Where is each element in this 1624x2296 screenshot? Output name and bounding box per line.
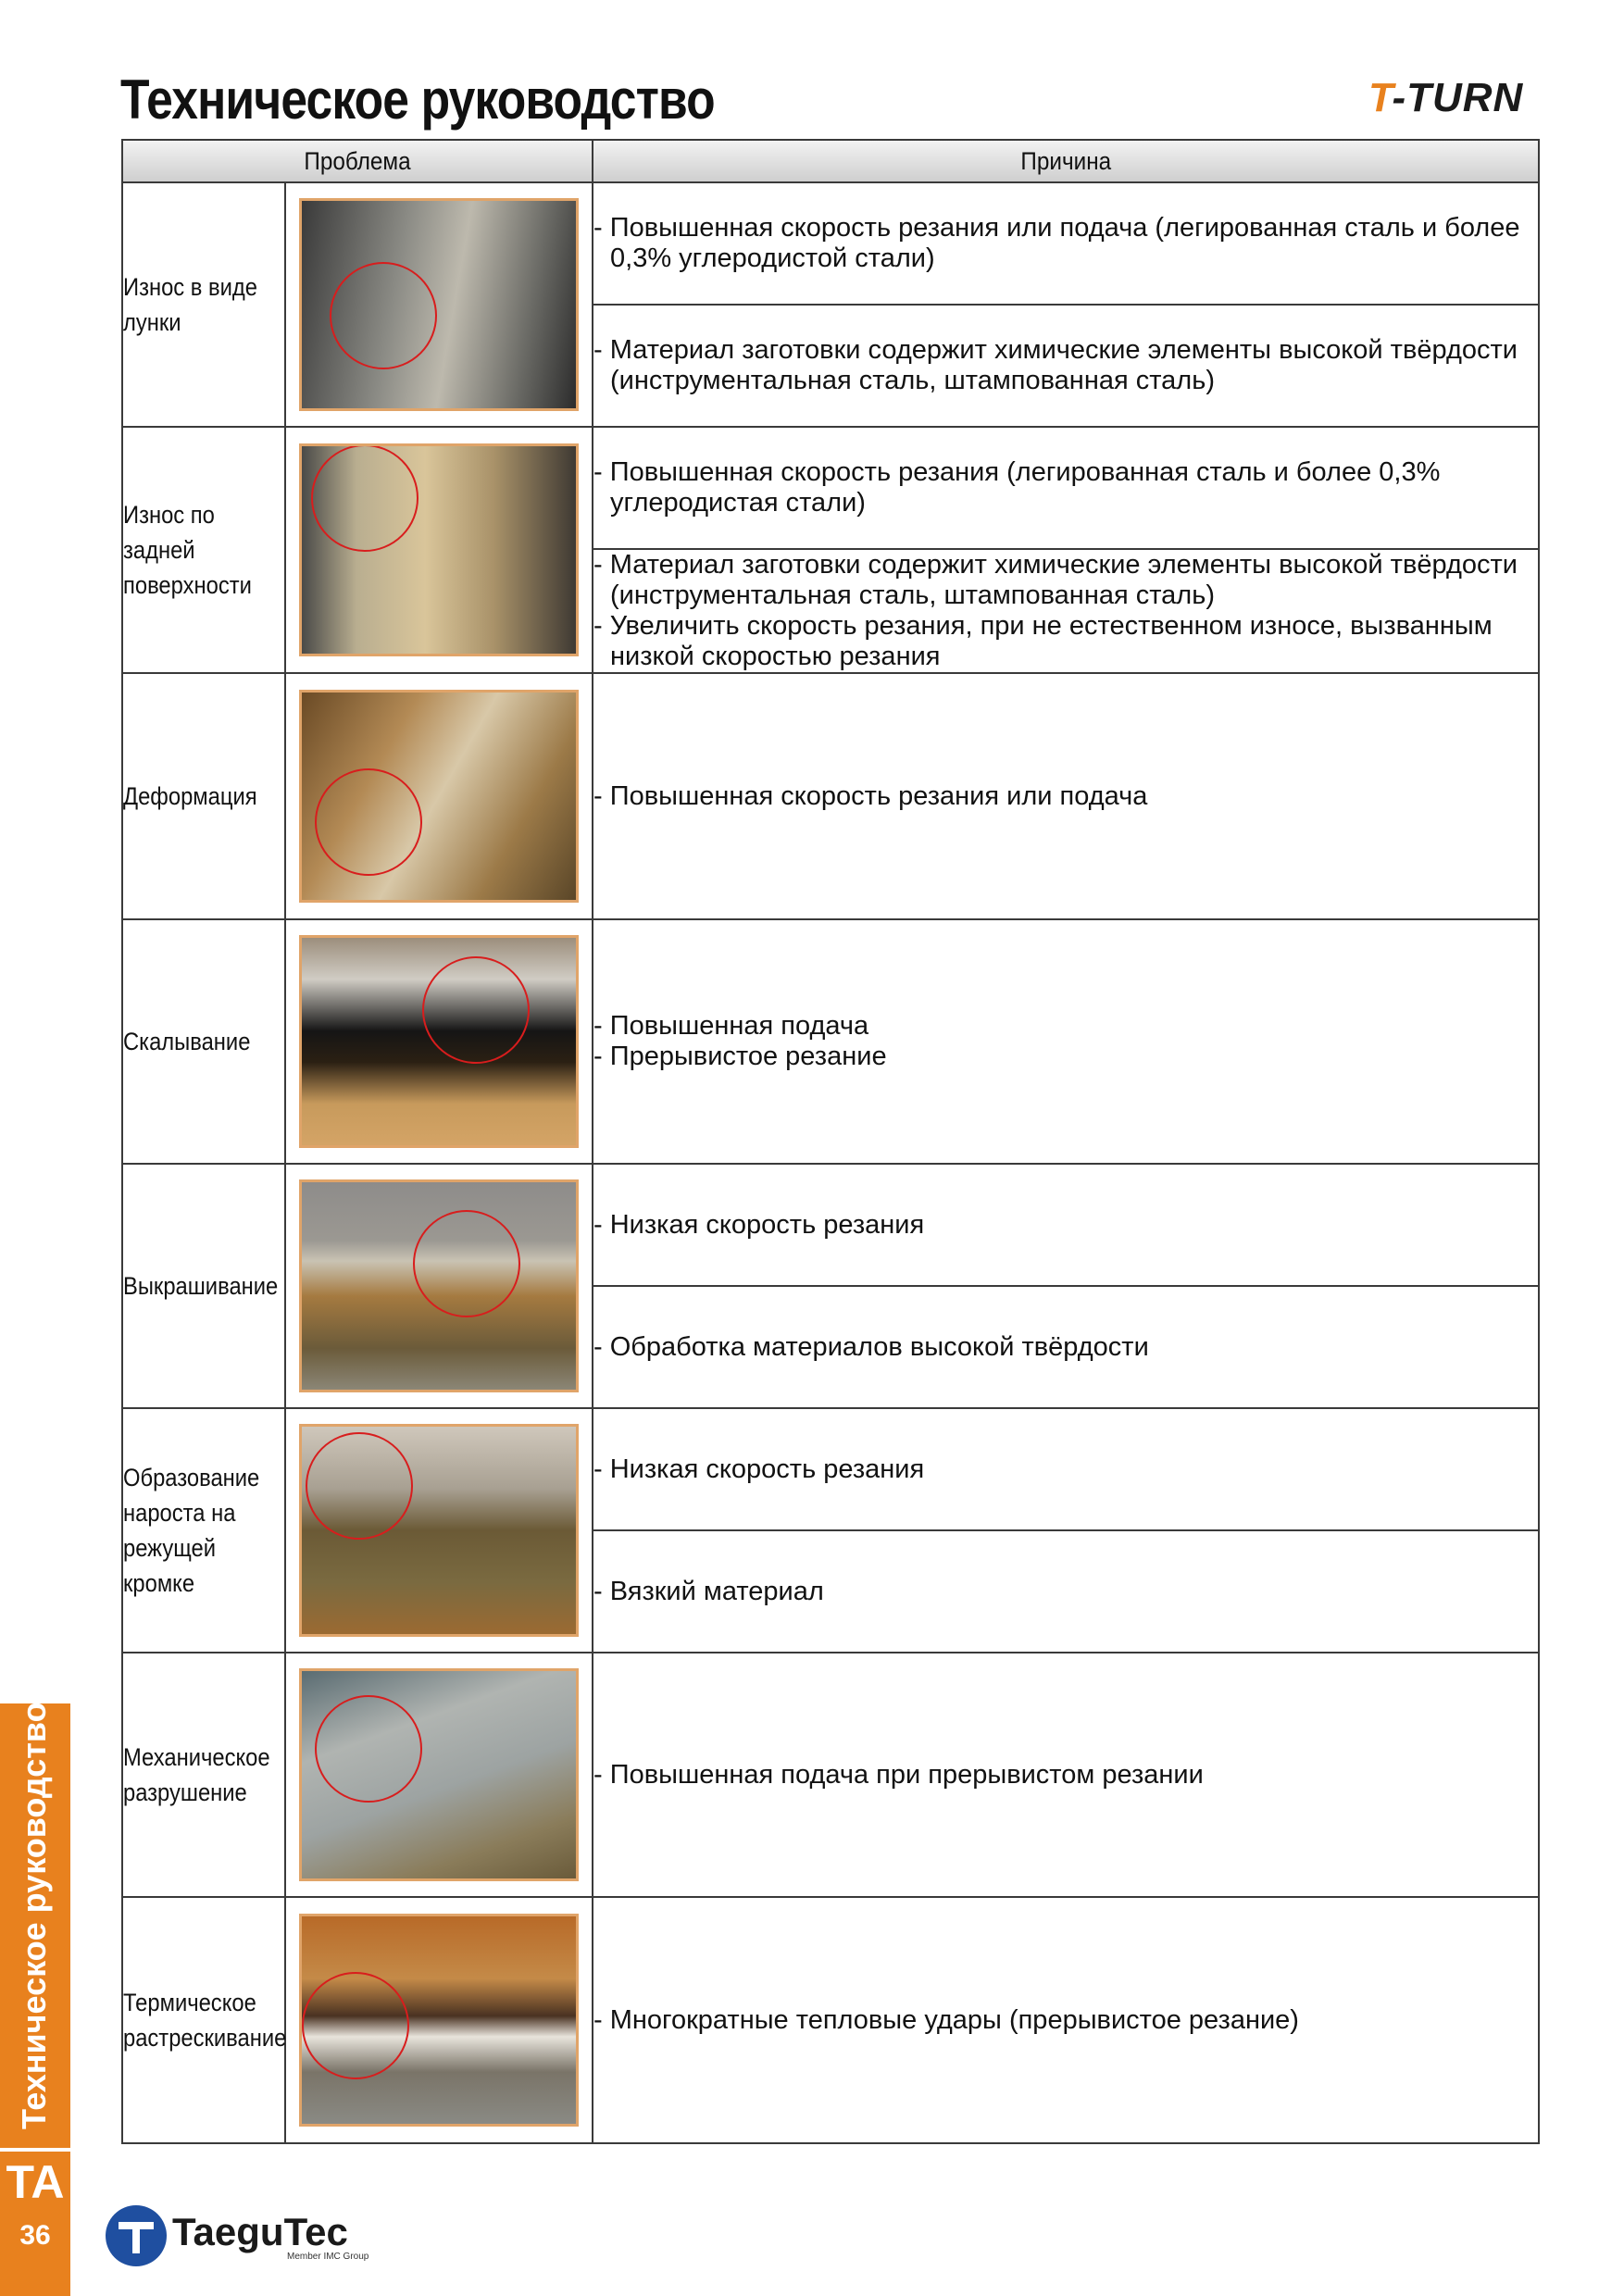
problem-name: Скалывание — [122, 919, 285, 1164]
problem-name: Деформация — [122, 673, 285, 919]
crater-wear-photo — [299, 198, 579, 411]
cause-text: - Повышенная скорость резания или подача — [593, 780, 1148, 811]
side-tab-label: Техническое руководство — [15, 1702, 53, 2129]
problem-photo-cell — [285, 1897, 593, 2143]
problem-photo-cell — [285, 427, 593, 673]
cause-cell — [593, 1530, 1539, 1653]
table-row — [122, 182, 1539, 305]
highlight-circle-icon — [413, 1210, 520, 1317]
header-problem: Проблема — [122, 140, 593, 182]
thermal-cracking-photo — [299, 1914, 579, 2127]
cause-text: - Прерывистое резание — [593, 1042, 887, 1071]
problem-name: Износ в виде лунки — [122, 182, 285, 427]
problem-name: Выкрашивание — [122, 1164, 285, 1408]
table-row — [122, 1653, 1539, 1897]
cause-cell — [593, 427, 1539, 549]
cause-cell — [593, 1897, 1539, 2143]
problem-photo-cell — [285, 1164, 593, 1408]
problem-photo-cell — [285, 919, 593, 1164]
cause-text: - Повышенная подача — [593, 1011, 869, 1041]
highlight-circle-icon — [306, 1432, 413, 1540]
problem-photo-cell — [285, 182, 593, 427]
table-row — [122, 1897, 1539, 2143]
built-up-edge-photo — [299, 1424, 579, 1637]
cause-text: - Низкая скорость резания — [593, 1209, 925, 1240]
table-row — [122, 1408, 1539, 1530]
cause-cell — [593, 305, 1539, 427]
problem-name: Износ по задней поверхности — [122, 427, 285, 673]
highlight-circle-icon — [422, 956, 530, 1064]
problem-name: Термическое растрескивание — [122, 1897, 285, 2143]
problem-photo-cell — [285, 1653, 593, 1897]
cause-cell — [593, 1164, 1539, 1286]
cause-text: - Вязкий материал — [593, 1576, 824, 1606]
table-row — [122, 1164, 1539, 1286]
cause-text: - Увеличить скорость резания, при не естественном износе, вызванным низкой скоростью резания — [593, 611, 1493, 671]
cause-cell — [593, 549, 1539, 673]
cause-text: - Повышенная скорость резания (легированная сталь и более 0,3% углеродистая стали) — [593, 457, 1441, 518]
cause-text: - Материал заготовки содержит химические элементы высокой твёрдости (инструментальная сталь, штампованная сталь) — [593, 335, 1518, 395]
table-row — [122, 427, 1539, 549]
cause-text: - Низкая скорость резания — [593, 1454, 925, 1484]
cause-text: - Многократные тепловые удары (прерывистое резание) — [593, 2004, 1299, 2035]
t-turn-logo: T-TURN — [1368, 75, 1524, 120]
problem-photo-cell — [285, 673, 593, 919]
cause-text: - Материал заготовки содержит химические элементы высокой твёрдости (инструментальная сталь, штампованная сталь) — [593, 550, 1518, 610]
cause-text: - Повышенная подача при прерывистом резании — [593, 1759, 1204, 1790]
section-code: TA — [6, 2156, 65, 2208]
chipping-photo — [299, 935, 579, 1148]
troubleshooting-table — [121, 139, 1540, 2144]
flank-wear-photo — [299, 443, 579, 656]
page-title: Техническое руководство — [120, 69, 715, 131]
cause-text: - Повышенная скорость резания или подача (легированная сталь и более 0,3% углеродистой стали) — [593, 213, 1520, 273]
table-row — [122, 673, 1539, 919]
crumbling-photo — [299, 1179, 579, 1392]
cause-text: - Обработка материалов высокой твёрдости — [593, 1331, 1149, 1362]
cause-cell — [593, 673, 1539, 919]
problem-name: Образование нароста на режущей кромке — [122, 1408, 285, 1653]
highlight-circle-icon — [311, 444, 418, 552]
cause-cell — [593, 1653, 1539, 1897]
taegutec-mark-icon — [106, 2205, 167, 2266]
problem-name: Механическое разрушение — [122, 1653, 285, 1897]
deformation-photo — [299, 690, 579, 903]
cause-cell — [593, 919, 1539, 1164]
cause-cell — [593, 182, 1539, 305]
page-number: 36 — [19, 2220, 51, 2251]
fracture-photo — [299, 1668, 579, 1881]
cause-cell — [593, 1408, 1539, 1530]
highlight-circle-icon — [302, 1972, 409, 2079]
cause-cell — [593, 1286, 1539, 1408]
highlight-circle-icon — [330, 262, 437, 369]
highlight-circle-icon — [315, 768, 422, 876]
problem-photo-cell — [285, 1408, 593, 1653]
table-row — [122, 919, 1539, 1164]
header-cause: Причина — [593, 140, 1539, 182]
page-number-box — [0, 2152, 70, 2296]
highlight-circle-icon — [315, 1695, 422, 1803]
